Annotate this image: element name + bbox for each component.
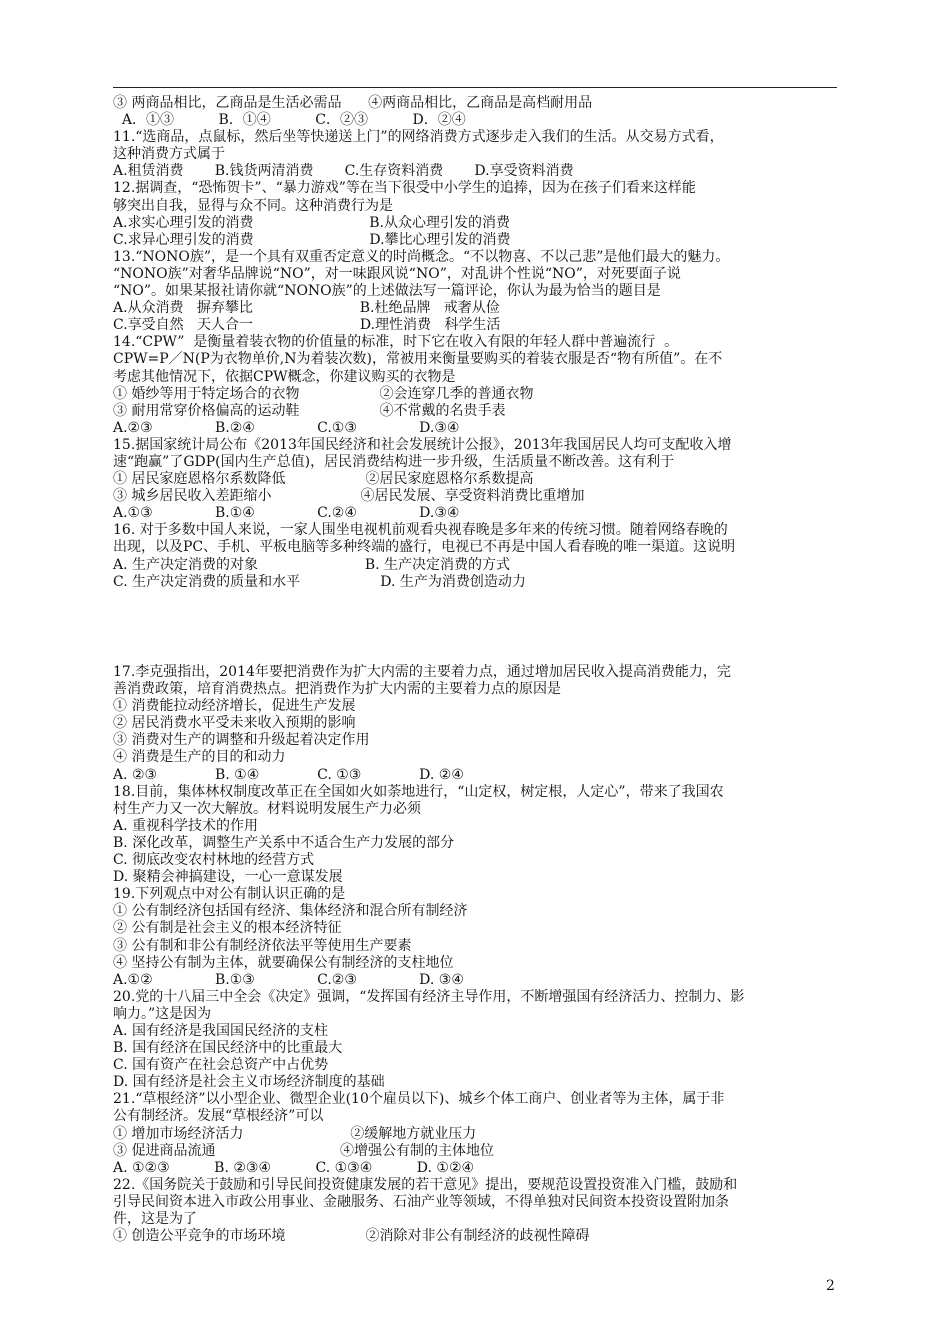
text-line: B. 国有经济在国民经济中的比重最大 bbox=[113, 1040, 343, 1057]
text-line: 件，这是为了 bbox=[113, 1211, 197, 1227]
text-line: 够突出自我，显得与众不同。这种消费行为是 bbox=[113, 197, 393, 214]
text-line: C.求异心理引发的消费 D.攀比心理引发的消费 bbox=[113, 231, 511, 248]
text-line: ③ 城乡居民收入差距缩小 ④居民发展、享受资料消费比重增加 bbox=[113, 488, 585, 505]
text-line: D. 国有经济是社会主义市场经济制度的基础 bbox=[113, 1074, 385, 1091]
text-line: 响力。”这是因为 bbox=[113, 1005, 212, 1022]
text-line: ① 消费能拉动经济增长，促进生产发展 bbox=[113, 698, 356, 715]
text-line: A.②③ B.②④ C.①③ D.③④ bbox=[113, 419, 460, 436]
text-line: A. ①②③ B. ②③④ C. ①③④ D. ①②④ bbox=[113, 1159, 475, 1176]
header-rule bbox=[113, 87, 837, 88]
text-line: 公有制经济。发展“草根经济”可以 bbox=[113, 1108, 324, 1125]
text-line: “NONO族”对奢华品牌说“NO”，对一味跟风说“NO”，对乱讲个性说“NO”，对死要面子说 bbox=[113, 265, 681, 282]
page-number: 2 bbox=[826, 1278, 835, 1294]
text-line: 18.目前，集体林权制度改革正在全国如火如荼地进行，“山定权，树定根，人定心”，带来了我国农 bbox=[113, 783, 724, 800]
text-line: A.①③ B.①④ C.②④ D.③④ bbox=[113, 505, 460, 522]
text-line: 21.“草根经济”以小型企业、微型企业(10个雇员以下)、城乡个体工商户、创业者等为主体，属于非 bbox=[113, 1091, 725, 1108]
text-line: C. 国有资产在社会总资产中占优势 bbox=[113, 1057, 329, 1074]
text-line: 善消费政策，培育消费热点。把消费作为扩大内需的主要着力点的原因是 bbox=[113, 681, 561, 698]
text-line: 这种消费方式属于 bbox=[113, 146, 225, 163]
text-line: ③ 促进商品流通 ④增强公有制的主体地位 bbox=[113, 1142, 495, 1159]
question-block-lower bbox=[113, 664, 843, 1245]
text-line: 考虑其他情况下，依据CPW概念，你建议购买的衣物是 bbox=[113, 368, 456, 385]
text-line: ③ 两商品相比，乙商品是生活必需品 ④两商品相比，乙商品是高档耐用品 bbox=[113, 95, 593, 111]
text-line: 12.据调查，“恐怖贺卡”、“暴力游戏”等在当下很受中小学生的追捧，因为在孩子们看来这样能 bbox=[113, 180, 696, 197]
text-line: ① 公有制经济包括国有经济、集体经济和混合所有制经济 bbox=[113, 903, 468, 920]
text-line: 17.李克强指出，2014年要把消费作为扩大内需的主要着力点，通过增加居民收入提高消费能力，完 bbox=[113, 664, 731, 680]
text-line: C.享受自然 天人合一 D.理性消费 科学生活 bbox=[113, 317, 501, 334]
text-line: ④ 坚持公有制为主体，就要确保公有制经济的支柱地位 bbox=[113, 954, 454, 971]
text-line: A.①② B.①③ C.②③ D. ③④ bbox=[113, 971, 464, 988]
text-line: 13.“NONO族”，是一个具有双重否定意义的时尚概念。“不以物喜、不以己悲”是他们最大的魅力。 bbox=[113, 248, 730, 265]
text-line: 19.下列观点中对公有制认识正确的是 bbox=[113, 886, 346, 903]
text-line: ① 创造公平竞争的市场环境 ②消除对非公有制经济的歧视性障碍 bbox=[113, 1228, 590, 1245]
text-line: 16. 对于多数中国人来说，一家人围坐电视机前观看央视春晚是多年来的传统习惯。随着网络春晚的 bbox=[113, 522, 728, 539]
text-line: 出现，以及PC、手机、平板电脑等多种终端的盛行，电视已不再是中国人看春晚的唯一渠道。这说明 bbox=[113, 539, 736, 556]
text-line: CPW=P／N(P为衣物单价,N为着装次数)，常被用来衡量要购买的着装衣服是否“物有所值”。在不 bbox=[113, 351, 723, 368]
text-line: 20.党的十八届三中全会《决定》强调，“发挥国有经济主导作用，不断增强国有经济活力、控制力、影 bbox=[113, 988, 745, 1005]
text-line: 引导民间资本进入市政公用事业、金融服务、石油产业等领域，不得单独对民间资本投资设置附加条 bbox=[113, 1193, 729, 1210]
text-line: A.租赁消费 B.钱货两清消费 C.生存资料消费 D.享受资料消费 bbox=[113, 163, 574, 180]
text-line: ① 居民家庭恩格尔系数降低 ②居民家庭恩格尔系数提高 bbox=[113, 471, 534, 488]
text-line: ③ 耐用常穿价格偏高的运动鞋 ④不常戴的名贵手表 bbox=[113, 402, 506, 419]
text-line: ③ 消费对生产的调整和升级起着决定作用 bbox=[113, 732, 370, 749]
text-line: ① 增加市场经济活力 ②缓解地方就业压力 bbox=[113, 1125, 477, 1142]
text-line: B. 深化改革，调整生产关系中不适合生产力发展的部分 bbox=[113, 834, 455, 851]
text-line: A．①③ B．①④ C．②③ D．②④ bbox=[113, 112, 466, 129]
text-line: 22.《国务院关于鼓励和引导民间投资健康发展的若干意见》提出，要规范设置投资准入门槛，鼓励和 bbox=[113, 1176, 738, 1193]
text-line: A. 国有经济是我国国民经济的支柱 bbox=[113, 1022, 329, 1039]
text-line: A. 生产决定消费的对象 B. 生产决定消费的方式 bbox=[113, 556, 511, 573]
text-line: 14.“CPW” 是衡量着装衣物的价值量的标准，时下它在收入有限的年轻人群中普遍流行 。 bbox=[113, 334, 679, 351]
text-line: A.求实心理引发的消费 B.从众心理引发的消费 bbox=[113, 214, 511, 231]
text-line: ② 公有制是社会主义的根本经济特征 bbox=[113, 920, 342, 937]
text-line: ① 婚纱等用于特定场合的衣物 ②会连穿几季的普通衣物 bbox=[113, 385, 534, 402]
text-line: 村生产力又一次大解放。材料说明发展生产力必须 bbox=[113, 800, 421, 817]
text-line: C. 彻底改变农村林地的经营方式 bbox=[113, 852, 315, 869]
text-line: A. ②③ B. ①④ C. ①③ D. ②④ bbox=[113, 766, 464, 783]
text-line: ② 居民消费水平受未来收入预期的影响 bbox=[113, 715, 356, 732]
text-line: ③ 公有制和非公有制经济依法平等使用生产要素 bbox=[113, 937, 412, 954]
question-block-upper bbox=[113, 95, 843, 591]
text-line: C. 生产决定消费的质量和水平 D. 生产为消费创造动力 bbox=[113, 573, 526, 590]
text-line: 11.“选商品，点鼠标，然后坐等快递送上门”的网络消费方式逐步走入我们的生活。从交易方式看， bbox=[113, 129, 724, 146]
text-line: “NO”。如果某报社请你就“NONO族”的上述做法写一篇评论，你认为最为恰当的题目是 bbox=[113, 283, 661, 300]
text-line: A.从众消费 摒弃攀比 B.杜绝品牌 戒奢从俭 bbox=[113, 300, 500, 317]
text-line: ④ 消费是生产的目的和动力 bbox=[113, 749, 286, 766]
text-line: 15.据国家统计局公布《2013年国民经济和社会发展统计公报》，2013年我国居民人均可支配收入增 bbox=[113, 436, 732, 453]
text-line: D. 聚精会神搞建设，一心一意谋发展 bbox=[113, 869, 343, 886]
text-line: A. 重视科学技术的作用 bbox=[113, 817, 259, 834]
text-line: 速“跑赢”了GDP(国内生产总值)，居民消费结构进一步升级，生活质量不断改善。这有利于 bbox=[113, 453, 675, 470]
